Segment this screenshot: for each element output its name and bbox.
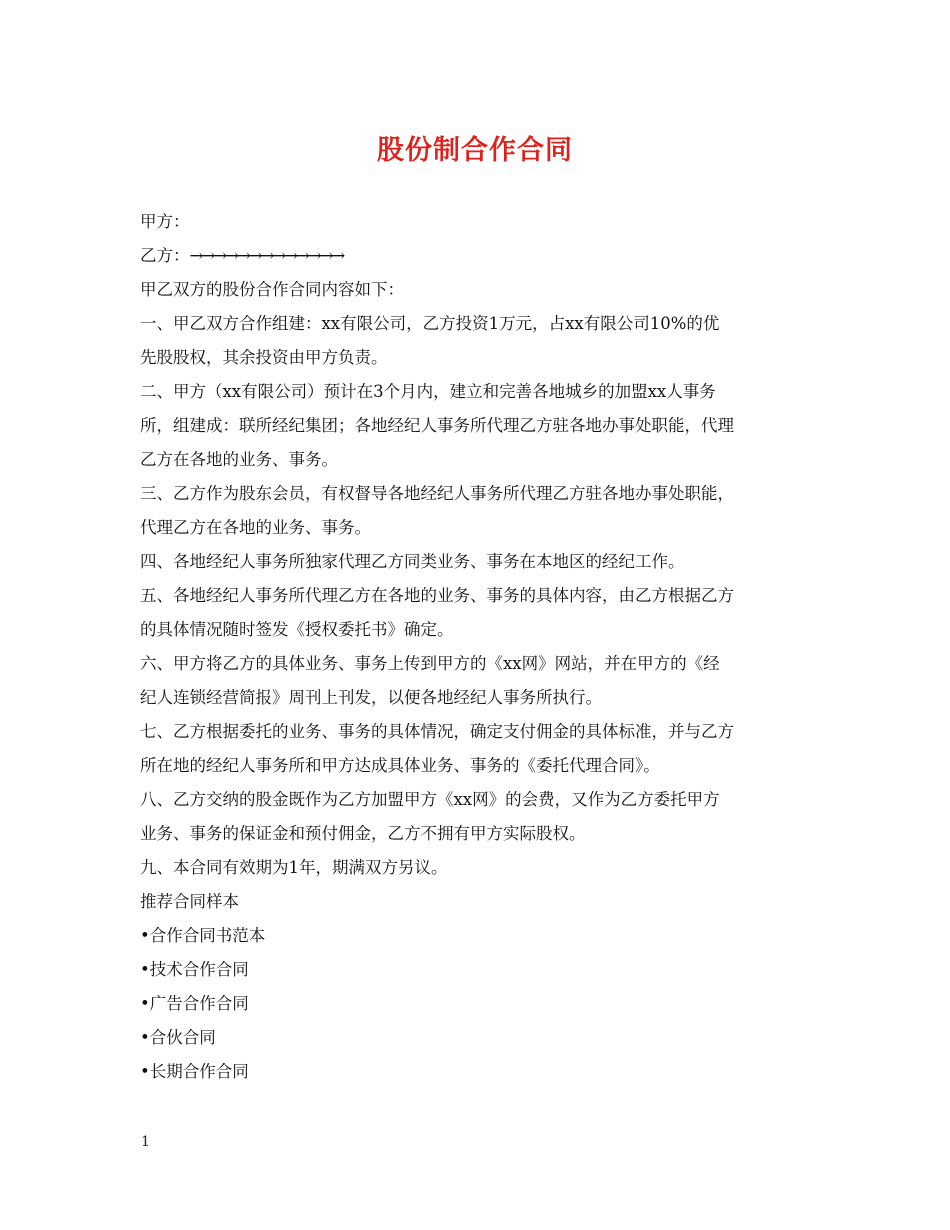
clause-line: 纪人连锁经营简报》周刊上刊发，以便各地经纪人事务所执行。: [140, 688, 602, 707]
document-body: [140, 205, 815, 1089]
clause-line: 所在地的经纪人事务所和甲方达成具体业务、事务的《委托代理合同》。: [140, 756, 660, 775]
clause-1: [140, 307, 815, 375]
clause-line: 所，组建成：联所经纪集团；各地经纪人事务所代理乙方驻各地办事处职能，代理: [140, 416, 734, 435]
party-b-placeholder-marks: →→→→→→→→→→→→→: [189, 246, 344, 265]
clause-line: 四、各地经纪人事务所独家代理乙方同类业务、事务在本地区的经纪工作。: [140, 552, 685, 571]
clause-line: 三、乙方作为股东会员，有权督导各地经纪人事务所代理乙方驻各地办事处职能，: [140, 484, 734, 503]
clause-4: [140, 545, 815, 579]
clause-line: 先股股权，其余投资由甲方负责。: [140, 348, 388, 367]
clause-line: 九、本合同有效期为1年，期满双方另议。: [140, 858, 448, 877]
intro-line: 甲乙双方的股份合作合同内容如下：: [140, 280, 404, 299]
clause-6: [140, 647, 815, 715]
recommend-heading: 推荐合同样本: [140, 892, 239, 911]
clause-line: 的具体情况随时签发《授权委托书》确定。: [140, 620, 454, 639]
clause-list: [140, 307, 815, 885]
recommend-list: [140, 919, 815, 1089]
recommend-link[interactable]: •广告合作合同: [140, 994, 249, 1013]
party-a-line: 甲方：: [140, 212, 190, 231]
clause-line: 代理乙方在各地的业务、事务。: [140, 518, 371, 537]
clause-line: 六、甲方将乙方的具体业务、事务上传到甲方的《xx网》网站，并在甲方的《经: [140, 654, 720, 673]
clause-line: 一、甲乙双方合作组建：xx有限公司，乙方投资1万元，占xx有限公司10%的优: [140, 314, 720, 333]
clause-2: [140, 375, 815, 477]
clause-line: 七、乙方根据委托的业务、事务的具体情况，确定支付佣金的具体标准，并与乙方: [140, 722, 734, 741]
clause-9: [140, 851, 815, 885]
recommend-link[interactable]: •技术合作合同: [140, 960, 249, 979]
page-number: 1: [141, 1134, 150, 1150]
party-b-line: [140, 239, 815, 273]
clause-8: [140, 783, 815, 851]
clause-7: [140, 715, 815, 783]
clause-5: [140, 579, 815, 647]
clause-3: [140, 477, 815, 545]
party-b-label: 乙方：: [140, 246, 190, 265]
document-title: 股份制合作合同: [377, 135, 573, 166]
clause-line: 八、乙方交纳的股金既作为乙方加盟甲方《xx网》的会费，又作为乙方委托甲方: [140, 790, 720, 809]
recommend-link[interactable]: •合伙合同: [140, 1028, 216, 1047]
clause-line: 二、甲方（xx有限公司）预计在3个月内，建立和完善各地城乡的加盟xx人事务: [140, 382, 716, 401]
recommend-link[interactable]: •长期合作合同: [140, 1062, 249, 1081]
clause-line: 业务、事务的保证金和预付佣金，乙方不拥有甲方实际股权。: [140, 824, 586, 843]
recommend-link[interactable]: •合作合同书范本: [140, 926, 266, 945]
clause-line: 五、各地经纪人事务所代理乙方在各地的业务、事务的具体内容，由乙方根据乙方: [140, 586, 734, 605]
clause-line: 乙方在各地的业务、事务。: [140, 450, 338, 469]
